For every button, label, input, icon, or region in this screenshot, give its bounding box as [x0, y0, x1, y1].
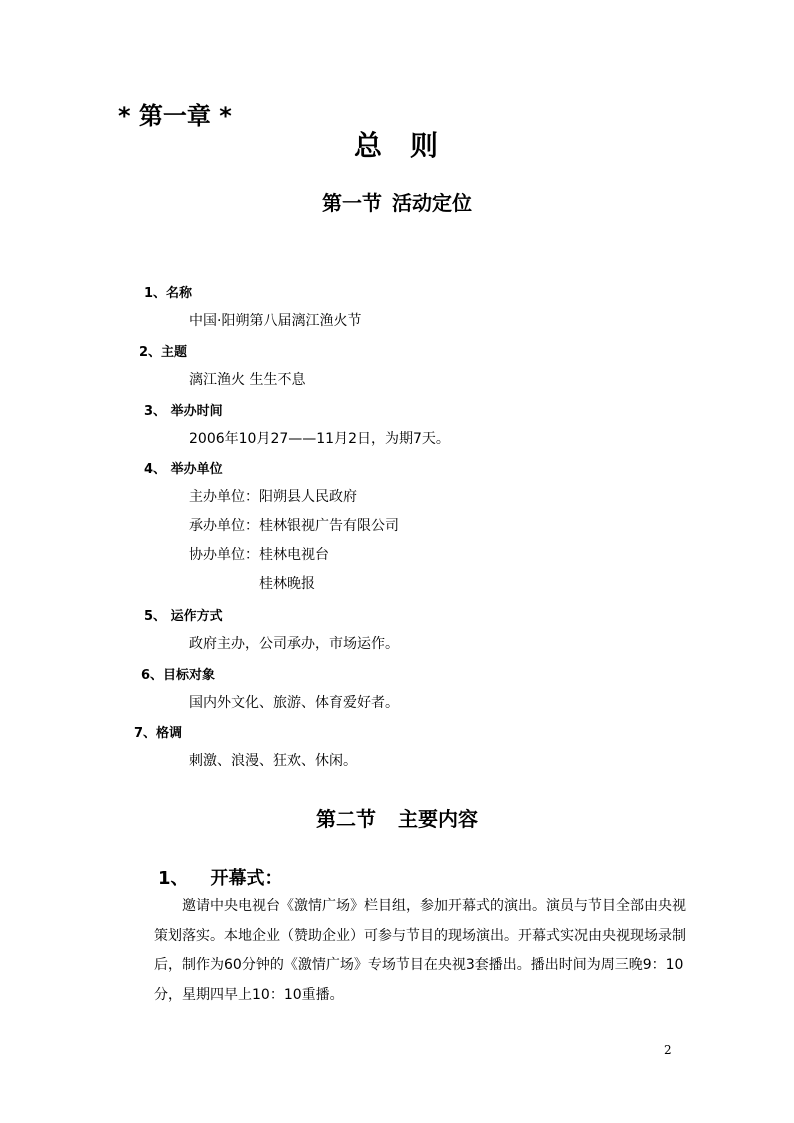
section-1-heading [0, 187, 794, 216]
item-1-heading: 1、名称 [144, 286, 193, 301]
item-7-value: 刺激、浪漫、狂欢、休闲。 [189, 753, 357, 769]
item-4-value-1: 主办单位：阳朔县人民政府 [189, 489, 357, 505]
section-2-name: 主要内容 [398, 807, 478, 831]
section-1-name: 活动定位 [392, 191, 472, 215]
item-6-heading: 6、目标对象 [141, 668, 216, 683]
item-2-heading: 2、主题 [139, 345, 188, 360]
section-2-number: 第二节 [316, 807, 376, 831]
section-2-heading [0, 803, 794, 832]
subsection-name: 开幕式： [210, 868, 283, 889]
page-number: 2 [664, 1043, 672, 1057]
title-right: 则 [410, 129, 441, 162]
item-5-value: 政府主办，公司承办，市场运作。 [189, 636, 399, 652]
item-7-heading: 7、格调 [134, 726, 183, 741]
chapter-heading: * 第一章 * [118, 102, 232, 130]
item-6-value: 国内外文化、旅游、体育爱好者。 [189, 695, 399, 711]
section-1-number: 第一节 [322, 191, 382, 215]
item-3-value: 2006年10月27——11月2日，为期7天。 [189, 431, 450, 447]
item-4-value-2: 承办单位：桂林银视广告有限公司 [189, 518, 399, 534]
title-left: 总 [353, 129, 384, 162]
body-paragraph: 邀请中央电视台《激情广场》栏目组，参加开幕式的演出。演员与节目全部由央视策划落实。本地企业（赞助企业）可参与节目的现场演出。开幕式实况由央视现场录制后，制作为60分钟的《激情广场》专场节目在央视3套播出。播出时间为周三晚9：10分，星期四早上10：10重播。 [154, 898, 686, 1003]
item-1-value: 中国·阳朔第八届漓江渔火节 [189, 313, 362, 329]
subsection-number: 1、 [158, 868, 189, 889]
item-4-heading: 4、 举办单位 [144, 462, 223, 477]
item-3-heading: 3、 举办时间 [144, 404, 223, 419]
item-2-value: 漓江渔火 生生不息 [189, 372, 306, 388]
item-5-heading: 5、 运作方式 [144, 609, 223, 624]
subsection-heading [158, 864, 283, 890]
page-title [0, 124, 794, 164]
item-4-value-4: 桂林晚报 [259, 576, 315, 592]
item-4-value-3: 协办单位：桂林电视台 [189, 547, 329, 563]
